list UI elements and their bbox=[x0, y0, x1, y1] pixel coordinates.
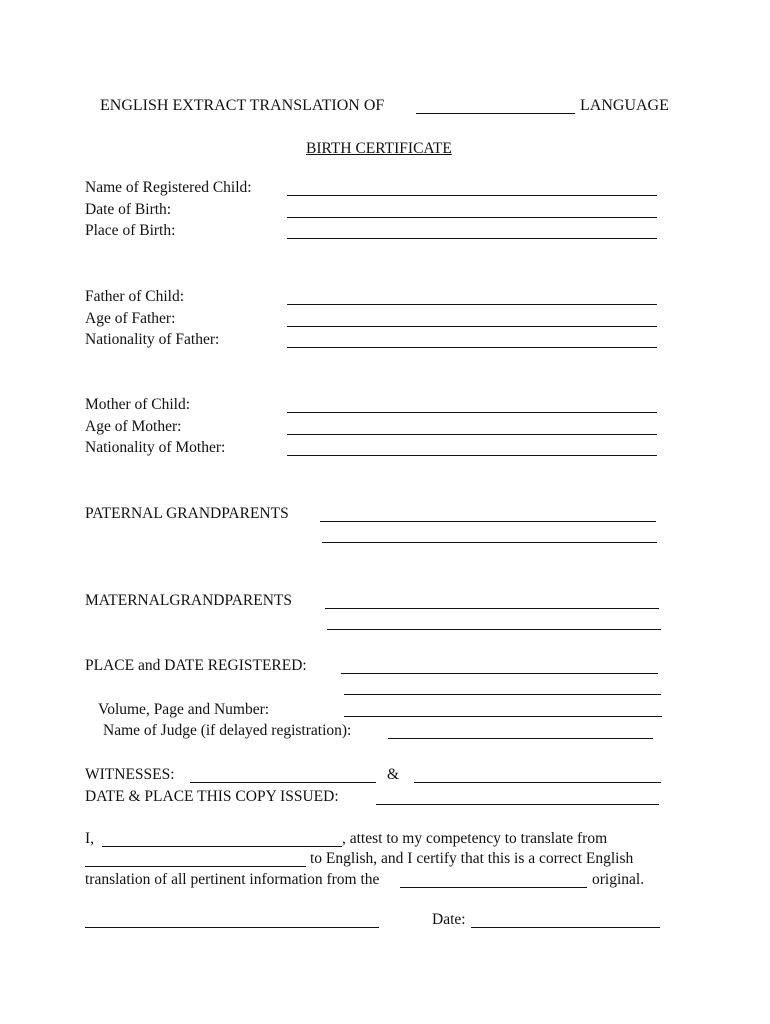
title-suffix: LANGUAGE bbox=[580, 97, 669, 114]
date-label: Date: bbox=[432, 911, 466, 928]
father-nationality-blank[interactable] bbox=[287, 347, 657, 348]
document-subtitle: BIRTH CERTIFICATE bbox=[306, 140, 452, 157]
father-age-blank[interactable] bbox=[287, 326, 657, 327]
translator-name-blank[interactable] bbox=[102, 846, 342, 847]
volume-page-number-blank[interactable] bbox=[344, 716, 662, 717]
witness-two-blank[interactable] bbox=[414, 782, 661, 783]
signature-date-blank[interactable] bbox=[471, 927, 660, 928]
certification-prefix: I, bbox=[85, 830, 95, 847]
child-name-blank[interactable] bbox=[287, 195, 657, 196]
certification-original-text: original. bbox=[592, 871, 645, 888]
paternal-grandparents-blank-1[interactable] bbox=[320, 521, 656, 522]
volume-page-number-label: Volume, Page and Number: bbox=[98, 701, 270, 718]
place-date-registered-label: PLACE and DATE REGISTERED: bbox=[85, 657, 307, 674]
place-date-registered-blank-2[interactable] bbox=[344, 694, 661, 695]
paternal-grandparents-label: PATERNAL GRANDPARENTS bbox=[85, 505, 289, 522]
date-of-birth-blank[interactable] bbox=[287, 217, 657, 218]
father-age-label: Age of Father: bbox=[85, 310, 176, 327]
judge-name-label: Name of Judge (if delayed registration): bbox=[103, 722, 352, 739]
father-name-label: Father of Child: bbox=[85, 288, 185, 305]
witness-separator: & bbox=[387, 766, 400, 783]
maternal-grandparents-blank-2[interactable] bbox=[327, 629, 661, 630]
mother-name-label: Mother of Child: bbox=[85, 396, 191, 413]
paternal-grandparents-blank-2[interactable] bbox=[322, 542, 657, 543]
maternal-grandparents-blank-1[interactable] bbox=[325, 608, 659, 609]
title-prefix: ENGLISH EXTRACT TRANSLATION OF bbox=[100, 97, 385, 114]
mother-nationality-blank[interactable] bbox=[287, 455, 657, 456]
father-nationality-label: Nationality of Father: bbox=[85, 331, 220, 348]
mother-age-label: Age of Mother: bbox=[85, 418, 182, 435]
mother-nationality-label: Nationality of Mother: bbox=[85, 439, 226, 456]
certification-to-english-text: to English, and I certify that this is a correct English bbox=[310, 850, 634, 867]
judge-name-blank[interactable] bbox=[388, 738, 653, 739]
child-name-label: Name of Registered Child: bbox=[85, 179, 252, 196]
copy-issued-label: DATE & PLACE THIS COPY ISSUED: bbox=[85, 788, 339, 805]
mother-age-blank[interactable] bbox=[287, 434, 657, 435]
certification-translation-text: translation of all pertinent information from the bbox=[85, 871, 380, 888]
original-document-blank[interactable] bbox=[400, 887, 587, 888]
place-date-registered-blank-1[interactable] bbox=[341, 673, 658, 674]
maternal-grandparents-label: MATERNALGRANDPARENTS bbox=[85, 592, 292, 609]
witness-one-blank[interactable] bbox=[190, 782, 376, 783]
place-of-birth-blank[interactable] bbox=[287, 238, 657, 239]
father-name-blank[interactable] bbox=[287, 304, 657, 305]
place-of-birth-label: Place of Birth: bbox=[85, 222, 176, 239]
date-of-birth-label: Date of Birth: bbox=[85, 201, 172, 218]
language-blank[interactable] bbox=[416, 113, 575, 114]
mother-name-blank[interactable] bbox=[287, 412, 657, 413]
certification-attest-text: , attest to my competency to translate from bbox=[342, 830, 608, 847]
copy-issued-blank[interactable] bbox=[376, 804, 659, 805]
witnesses-label: WITNESSES: bbox=[85, 766, 175, 783]
signature-blank[interactable] bbox=[85, 927, 379, 928]
source-language-blank[interactable] bbox=[85, 866, 306, 867]
